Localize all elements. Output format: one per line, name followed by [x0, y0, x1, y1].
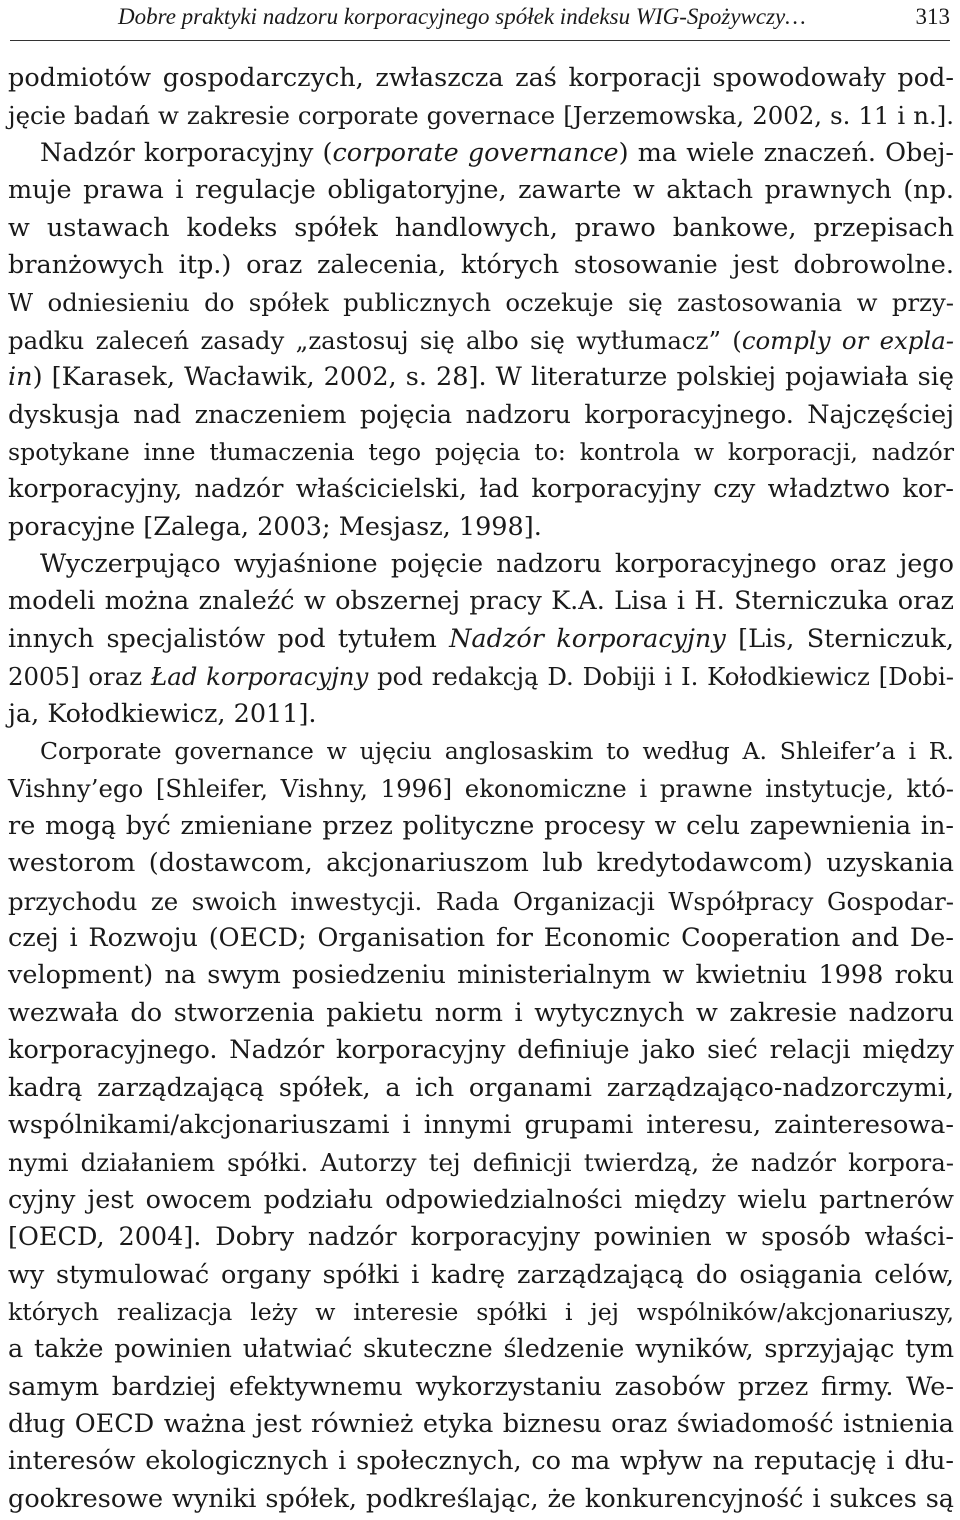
- text-segment: padku zaleceń zasady „zastosuj się albo się wytłumacz” (: [8, 325, 742, 355]
- text-line: wezwała do stworzenia pakietu norm i wytycznych w zakresie nadzoru: [8, 997, 954, 1028]
- running-title: Dobre praktyki nadzoru korporacyjnego spółek indeksu WIG-Spożywczy…: [118, 4, 806, 29]
- text-line: nymi działaniem spółki. Autorzy tej definicji twierdzą, że nadzór korpora-: [8, 1148, 954, 1178]
- text-line: a także powinien ułatwiać skuteczne śledzenie wyników, sprzyjając tym: [8, 1334, 954, 1365]
- text-line: muje prawa i regulacje obligatoryjne, zawarte w aktach prawnych (np.: [8, 175, 954, 206]
- text-segment: innych specjalistów pod tytułem: [8, 623, 450, 654]
- italic-term: in: [8, 362, 33, 393]
- text-line: wspólnikami/akcjonariuszami i innymi grupami interesu, zainteresowa-: [8, 1109, 954, 1140]
- text-segment: ) [Karasek, Wacławik, 2002, s. 28]. W literaturze polskiej pojawiała się: [32, 362, 954, 393]
- text-line: [OECD, 2004]. Dobry nadzór korporacyjny powinien w sposób właści-: [8, 1222, 954, 1253]
- text-line: westorom (dostawcom, akcjonariuszom lub kredytodawcom) uzyskania: [8, 848, 954, 879]
- running-header: [10, 0, 950, 41]
- text-line: velopment) na swym posiedzeniu ministerialnym w kwietniu 1998 roku: [8, 960, 954, 991]
- text-line: przychodu ze swoich inwestycji. Rada Organizacji Współpracy Gospodar-: [8, 886, 954, 916]
- text-line: kadrą zarządzającą spółek, a ich organami zarządzająco-nadzorczymi,: [8, 1072, 954, 1103]
- text-segment: Nadzór korporacyjny (: [40, 137, 333, 168]
- text-line: ja, Kołodkiewicz, 2011].: [8, 698, 317, 729]
- text-line: [8, 621, 954, 658]
- text-line: podmiotów gospodarczych, zwłaszcza zaś korporacji spowodowały pod-: [8, 63, 954, 93]
- text-line: modeli można znaleźć w obszernej pracy K.A. Lisa i H. Sterniczuka oraz: [8, 586, 954, 617]
- text-line: jęcie badań w zakresie corporate governace [Jerzemowska, 2002, s. 11 i n.].: [8, 101, 954, 131]
- text-line: branżowych itp.) oraz zalecenia, których stosowanie jest dobrowolne.: [8, 249, 954, 280]
- text-line: cyjny jest owocem podziału odpowiedzialności między wielu partnerów: [8, 1184, 954, 1215]
- italic-term: Ład korporacyjny: [150, 662, 369, 692]
- text-line: korporacyjny, nadzór właścicielski, ład korporacyjny czy władztwo kor-: [8, 474, 954, 505]
- text-line: [8, 359, 954, 396]
- text-line: Corporate governance w ujęciu anglosaskim to według A. Shleifer’a i R.: [40, 737, 954, 766]
- text-line: czej i Rozwoju (OECD; Organisation for Economic Cooperation and De-: [8, 922, 954, 953]
- text-line: poracyjne [Zalega, 2003; Mesjasz, 1998].: [8, 511, 542, 542]
- body-text: [8, 60, 954, 1518]
- page-number: 313: [915, 4, 950, 29]
- text-segment: [Lis, Sterniczuk,: [725, 623, 954, 654]
- text-line: których realizacja leży w interesie spółki i jej wspólników/akcjonariuszy,: [8, 1297, 954, 1326]
- text-line: wy stymulować organy spółki i kadrę zarządzającą do osiągania celów,: [8, 1259, 954, 1290]
- text-line: interesów ekologicznych i społecznych, co ma wpływ na reputację i dłu-: [8, 1446, 954, 1477]
- text-line: [8, 658, 954, 695]
- text-line: Vishny’ego [Shleifer, Vishny, 1996] ekonomiczne i prawne instytucje, któ-: [8, 774, 954, 804]
- italic-term: comply or expla-: [741, 325, 954, 355]
- text-line: re mogą być zmieniane przez polityczne procesy w celu zapewnienia in-: [8, 810, 954, 841]
- italic-term: corporate governance: [332, 137, 619, 168]
- text-line: [8, 322, 954, 359]
- text-line: dług OECD ważna jest również etyka biznesu oraz świadomość istnienia: [8, 1409, 954, 1440]
- text-line: w ustawach kodeks spółek handlowych, prawo bankowe, przepisach: [8, 212, 954, 243]
- text-line: spotykane inne tłumaczenia tego pojęcia to: kontrola w korporacji, nadzór: [8, 437, 954, 466]
- text-line: W odniesieniu do spółek publicznych oczekuje się zastosowania w przy-: [8, 288, 954, 318]
- text-segment: 2005] oraz: [8, 662, 151, 692]
- text-line: Wyczerpująco wyjaśnione pojęcie nadzoru korporacyjnego oraz jego: [40, 549, 954, 580]
- text-line: korporacyjnego. Nadzór korporacyjny definiuje jako sieć relacji między: [8, 1035, 954, 1066]
- text-line: samym bardziej efektywnemu wykorzystaniu zasobów przez firmy. We-: [8, 1371, 954, 1402]
- text-segment: pod redakcją D. Dobiji i I. Kołodkiewicz [Dobi-: [368, 662, 954, 692]
- text-line: [8, 135, 954, 172]
- text-segment: ) ma wiele znaczeń. Obej-: [618, 137, 954, 168]
- text-line: dyskusja nad znaczeniem pojęcia nadzoru korporacyjnego. Najczęściej: [8, 399, 954, 430]
- text-line: gookresowe wyniki spółek, podkreślając, że konkurencyjność i sukces są: [8, 1483, 954, 1514]
- italic-term: Nadzór korporacyjny: [449, 623, 726, 654]
